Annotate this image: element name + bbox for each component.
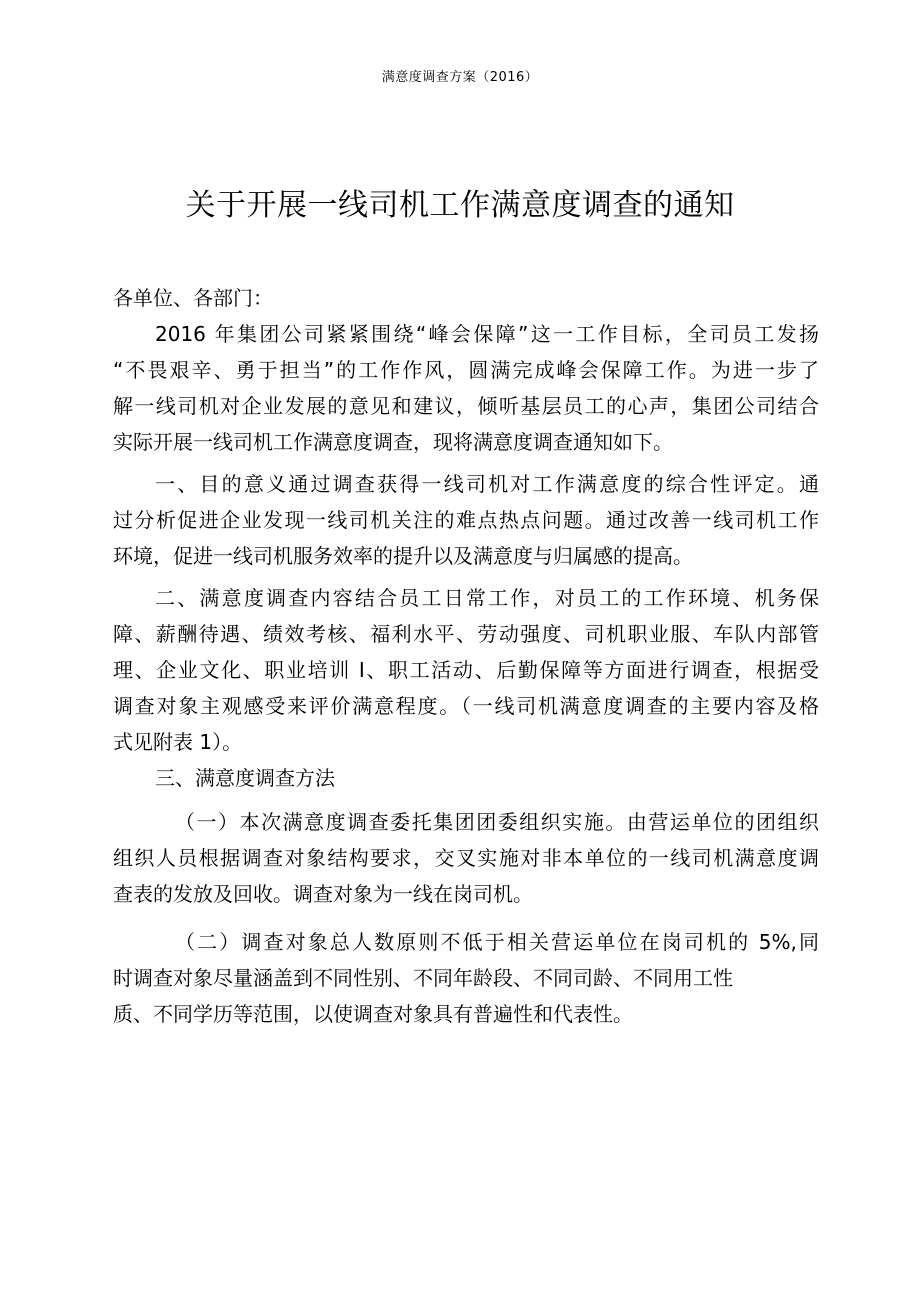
paragraph-line: “不畏艰辛、勇于担当”的工作作风，圆满完成峰会保障工作。为进一步了 bbox=[113, 358, 819, 382]
section-method-heading: 三、满意度调查方法 bbox=[155, 766, 335, 790]
paragraph-line: 一、目的意义通过调查获得一线司机对工作满意度的综合性评定。通 bbox=[155, 472, 819, 496]
running-header: 满意度调查方案（2016） bbox=[381, 70, 539, 85]
paragraph-line: 解一线司机对企业发展的意见和建议，倾听基层员工的心声，集团公司结合 bbox=[113, 394, 819, 418]
paragraph-line: （一）本次满意度调查委托集团团委组织实施。由营运单位的团组织 bbox=[175, 810, 819, 834]
section-content bbox=[113, 580, 819, 760]
document-body bbox=[113, 280, 819, 1032]
paragraph-line: 组织人员根据调查对象结构要求，交叉实施对非本单位的一线司机满意度调 bbox=[113, 846, 819, 870]
paragraph-line: 过分析促进企业发现一线司机关注的难点热点问题。通过改善一线司机工作 bbox=[113, 508, 819, 532]
method-item-one bbox=[113, 804, 819, 912]
paragraph-line: 障、薪酬待遇、绩效考核、福利水平、劳动强度、司机职业服、车队内部管 bbox=[113, 622, 819, 646]
paragraph-line: 理、企业文化、职业培训 I、职工活动、后勤保障等方面进行调查，根据受 bbox=[113, 658, 819, 682]
paragraph-line: 式见附表 1）。 bbox=[113, 730, 243, 754]
paragraph-line: （二）调查对象总人数原则不低于相关营运单位在岗司机的 5%,同 bbox=[175, 930, 819, 954]
paragraph-line: 2016 年集团公司紧紧围绕“峰会保障”这一工作目标，全司员工发扬 bbox=[155, 322, 819, 346]
intro-paragraph bbox=[113, 316, 819, 460]
paragraph-line: 二、满意度调查内容结合员工日常工作，对员工的工作环境、机务保 bbox=[155, 586, 819, 610]
paragraph-line: 查表的发放及回收。调查对象为一线在岗司机。 bbox=[113, 882, 533, 906]
paragraph-line: 调查对象主观感受来评价满意程度。（一线司机满意度调查的主要内容及格 bbox=[113, 694, 819, 718]
paragraph-line: 环境，促进一线司机服务效率的提升以及满意度与归属感的提高。 bbox=[113, 544, 693, 568]
paragraph-line: 质、不同学历等范围，以使调查对象具有普遍性和代表性。 bbox=[113, 1002, 633, 1026]
method-item-two bbox=[113, 924, 819, 1032]
salutation: 各单位、各部门： bbox=[113, 286, 273, 310]
document-title: 关于开展一线司机工作满意度调查的通知 bbox=[185, 188, 735, 223]
paragraph-line: 实际开展一线司机工作满意度调查，现将满意度调查通知如下。 bbox=[113, 430, 673, 454]
paragraph-line: 时调查对象尽量涵盖到不同性别、不同年龄段、不同司龄、不同用工性 bbox=[113, 966, 733, 990]
section-purpose bbox=[113, 466, 819, 574]
